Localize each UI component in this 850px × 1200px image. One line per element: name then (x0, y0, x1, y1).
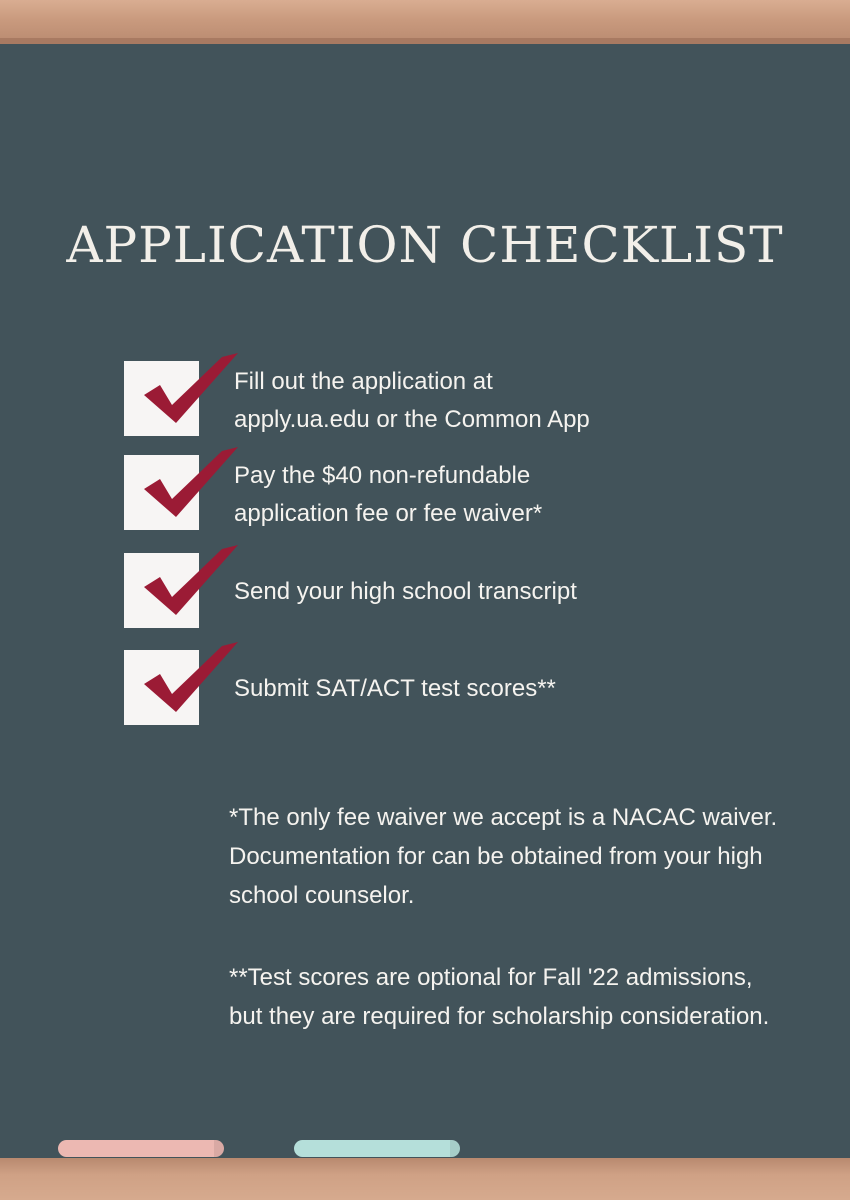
checklist-item-text: Fill out the application at apply.ua.edu or the Common App (234, 368, 590, 433)
checkmark-icon (138, 640, 234, 726)
checklist-item (124, 455, 764, 535)
checklist-item (124, 650, 764, 730)
checkmark-icon (138, 351, 234, 437)
checkmark-icon (138, 543, 234, 629)
checklist-item (124, 361, 764, 441)
test-scores-note: **Test scores are optional for Fall '22 admissions, but they are required for scholarship consideration. (229, 964, 770, 1030)
checklist-item (124, 553, 764, 633)
checklist-item-text: Submit SAT/ACT test scores** (234, 675, 556, 702)
chalk-pink (58, 1140, 224, 1157)
chalk-teal (294, 1140, 460, 1157)
page-title: APPLICATION CHECKLIST (66, 216, 784, 274)
checklist-item-text: Pay the $40 non-refundable application fee or fee waiver* (234, 462, 543, 527)
fee-waiver-note: *The only fee waiver we accept is a NACAC waiver. Documentation for can be obtained from your high school counselor. (229, 804, 778, 909)
board-frame-bottom (0, 1158, 850, 1200)
checkmark-icon (138, 445, 234, 531)
checklist-item-text: Send your high school transcript (234, 578, 577, 605)
board-frame-top (0, 0, 850, 44)
